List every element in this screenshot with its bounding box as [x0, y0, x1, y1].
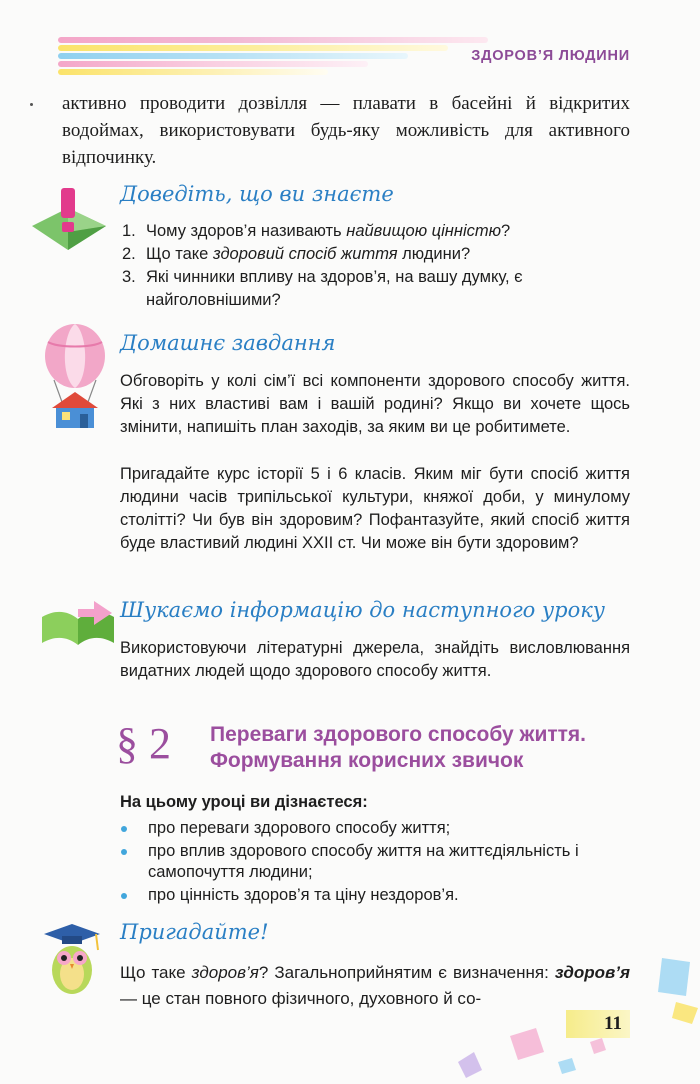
homework-paragraph: Обговоріть у колі сім’ї всі компоненти здорового способу життя. Які з них властиві вам і вашій родині? Якщо ви хочете щось змінити, напишіть план заходів, за яким ви це робитимете.	[120, 372, 630, 436]
margin-mark	[30, 103, 33, 106]
header-stripe	[58, 61, 368, 67]
recall-paragraph: Що таке здоров’я? Загальноприйнятим є визначення: здоров’я — це стан повного фізичного, духовного й со-	[120, 963, 630, 1008]
question-item: 3. Які чинники впливу на здоров’я, на вашу думку, є найголовнішими?	[122, 268, 523, 309]
prove-question-list	[122, 220, 632, 312]
question-item: 2. Що таке здоровий спосіб життя людини?	[122, 245, 471, 263]
question-item: 1. Чому здоров’я називають найвищою цінністю?	[122, 222, 511, 240]
objective-item: про переваги здорового способу життя;	[118, 818, 630, 839]
balloon-house-icon	[38, 322, 112, 430]
bullet-icon	[121, 893, 127, 899]
running-header-title: ЗДОРОВ’Я ЛЮДИНИ	[471, 48, 630, 64]
search-paragraph: Використовуючи літературні джерела, знайдіть висловлювання видатних людей щодо здорового способу життя.	[120, 639, 630, 680]
lesson-objectives-list	[118, 818, 630, 908]
bullet-icon	[121, 826, 127, 832]
owl-graduate-icon	[40, 920, 104, 996]
prove-heading: Доведіть, що ви знаєте	[120, 182, 394, 206]
homework-paragraph: Пригадайте курс історії 5 і 6 класів. Яким міг бути спосіб життя людини часів трипільської культури, княжої доби, у минулому столітті? Чи був він здоровим? Пофантазуйте, який спосіб життя буде властивий людині XXII ст. Чи може він бути здоровим?	[120, 465, 630, 552]
paragraph-number: § 2	[116, 719, 171, 768]
homework-heading: Домашнє завдання	[120, 331, 336, 355]
header-stripe	[58, 37, 488, 43]
search-heading: Шукаємо інформацію до наступного уроку	[120, 598, 605, 622]
header-stripe	[58, 69, 328, 75]
bullet-icon	[121, 849, 127, 855]
paragraph-title: Переваги здорового способу життя. Формування корисних звичок	[210, 723, 587, 772]
recall-heading: Пригадайте!	[120, 920, 269, 944]
header-stripe	[58, 53, 408, 59]
header-stripe	[58, 45, 448, 51]
objective-item: про вплив здорового способу життя на життєдіяльність і самопочуття людини;	[118, 841, 630, 883]
page-number: 11	[566, 1010, 630, 1038]
lesson-intro: На цьому уроці ви дізнаєтеся:	[120, 793, 368, 811]
open-book-arrow-icon	[38, 595, 118, 647]
intro-paragraph: активно проводити дозвілля — плавати в басейні й відкритих водоймах, використовувати будь-яку можливість для активного відпочинку.	[62, 93, 630, 168]
objective-item: про цінність здоров’я та ціну нездоров’я.	[118, 885, 630, 906]
exclamation-pyramid-icon	[28, 186, 110, 256]
